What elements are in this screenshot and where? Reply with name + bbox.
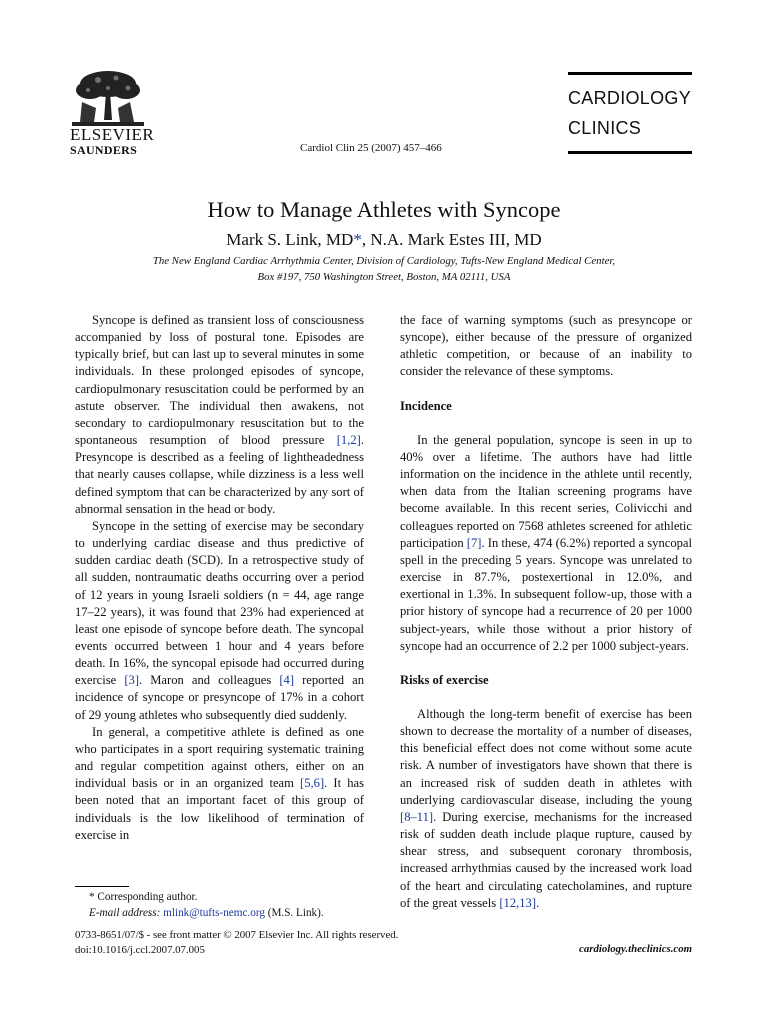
author-list	[0, 229, 768, 251]
citation-link[interactable]: [4]	[279, 673, 295, 688]
corresponding-author-note: * Corresponding author.	[89, 891, 198, 903]
footnote	[75, 890, 375, 921]
author-1: Mark S. Link, MD	[226, 230, 354, 249]
issn-block	[75, 928, 398, 957]
elsevier-tree-logo	[68, 68, 148, 130]
publisher-imprint: SAUNDERS	[70, 143, 138, 157]
section-heading-risks: Risks of exercise	[400, 672, 489, 687]
journal-name-line1: CARDIOLOGY	[568, 88, 692, 108]
footnote-divider	[75, 886, 129, 887]
journal-name-line2: CLINICS	[568, 118, 642, 138]
doi: doi:10.1016/j.ccl.2007.07.005	[75, 943, 205, 956]
journal-website-link[interactable]: cardiology.theclinics.com	[579, 943, 692, 955]
affiliation-line-1: The New England Cardiac Arrhythmia Center, Division of Cardiology, Tufts-New England Medical Center,	[152, 255, 616, 267]
affiliation-line-2: Box #197, 750 Washington Street, Boston, MA 02111, USA	[257, 270, 511, 283]
journal-top-rule	[568, 72, 692, 75]
affiliation	[90, 254, 678, 285]
right-column	[400, 312, 692, 912]
left-column	[75, 312, 364, 844]
paragraph: Syncope is defined as transient loss of consciousness accompanied by loss of postural tone. Episodes are typically brief, but can last up to several minutes in some individuals. In these prolonged episodes of syncope, cardiopulmonary resuscitation could be performed by an astute observer. The individual then awakens, not secondary to cardiopulmonary resuscitation but to the spontaneous resumption of blood pressure [1,2]. Presyncope is described as a feeling of lightheadedness that nearly causes collapse, while dizziness is a less well defined symptom that can be characterized by any sort of abnormal sensation in the head or body.	[75, 313, 364, 516]
citation-link[interactable]: [7]	[466, 535, 482, 550]
corresponding-author-link[interactable]: *	[353, 230, 362, 249]
journal-bottom-rule	[568, 151, 692, 154]
paragraph: In general, a competitive athlete is defined as one who participates in a sport requiring systematic training and regular competition against others, either on an individual basis or in an organized team [5,6]. It has been noted that an important facet of this group of individuals is the low likelihood of termination of exercise in	[75, 724, 364, 842]
section-heading-incidence: Incidence	[400, 398, 452, 413]
paragraph: In the general population, syncope is seen in up to 40% over a lifetime. The authors have had little information on the incidence in the athlete until recently, when data from the Italian screening programs have become available. In this recent series, Colivicchi and colleagues reported on 7568 athletes screened for athletic participation [7]. In these, 474 (6.2%) reported a syncopal spell in the preceding 5 years. Syncope was unrelated to exercise in 87.7%, postexertional in 12.0%, and exertional in 1.3%. In subsequent follow-up, those with a prior history of syncope had a recurrence of 20 per 1000 subject-years, while those without a prior history of syncope had an occurrence of 2.2 per 1000 subject-years.	[400, 432, 693, 653]
journal-citation: Cardiol Clin 25 (2007) 457–466	[300, 142, 442, 154]
citation-link[interactable]: [5,6]	[300, 776, 325, 791]
email-note: E-mail address: mlink@tufts-nemc.org (M.S. Link).	[89, 906, 324, 919]
publisher-name: ELSEVIER	[70, 125, 155, 144]
author-2: , N.A. Mark Estes III, MD	[361, 230, 542, 249]
paragraph: the face of warning symptoms (such as presyncope or syncope), either because of the pressure of organized athletic competition, or because of an inability to consider the relevance of these symptoms.	[400, 313, 692, 379]
citation-link[interactable]: [3]	[124, 673, 140, 688]
citation-link[interactable]: [12,13]	[499, 895, 537, 910]
citation-link[interactable]: [1,2]	[336, 433, 361, 448]
paragraph: Syncope in the setting of exercise may be secondary to underlying cardiac disease and thus predictive of sudden cardiac death (SCD). In a retrospective study of all sudden, nontraumatic deaths occurring over a period of 12 years in young Israeli soldiers (n = 44, age range 17–22 years), it was found that 23% had experienced at least one episode of syncope before death. The syncopal events occurred between 1 hour and 4 years before death. In 16%, the syncopal episode had occurred during exercise [3]. Maron and colleagues [4] reported an incidence of syncope or presyncope of 17% in a cohort of 29 young athletes who subsequently died suddenly.	[75, 518, 365, 722]
article-title: How to Manage Athletes with Syncope	[207, 197, 561, 222]
citation-link[interactable]: [8–11]	[400, 809, 434, 824]
paragraph: Although the long-term benefit of exercise has been shown to decrease the mortality of a number of diseases, this beneficial effect does not come without some acute risk. A number of investigators have shown that there is an increased risk of sudden death in athletes with underlying cardiovascular disease, including the young [8–11]. During exercise, mechanisms for the increased risk of sudden death include plaque rupture, caused by shear stress, and subsequent coronary thrombosis, increased arrhythmias caused by the increased work load of the heart and circulating catecholamines, and rupture of the great vessels [12,13].	[400, 706, 692, 910]
email-link[interactable]: mlink@tufts-nemc.org	[163, 906, 265, 919]
issn-copyright: 0733-8651/07/$ - see front matter © 2007 Elsevier Inc. All rights reserved.	[75, 929, 399, 941]
